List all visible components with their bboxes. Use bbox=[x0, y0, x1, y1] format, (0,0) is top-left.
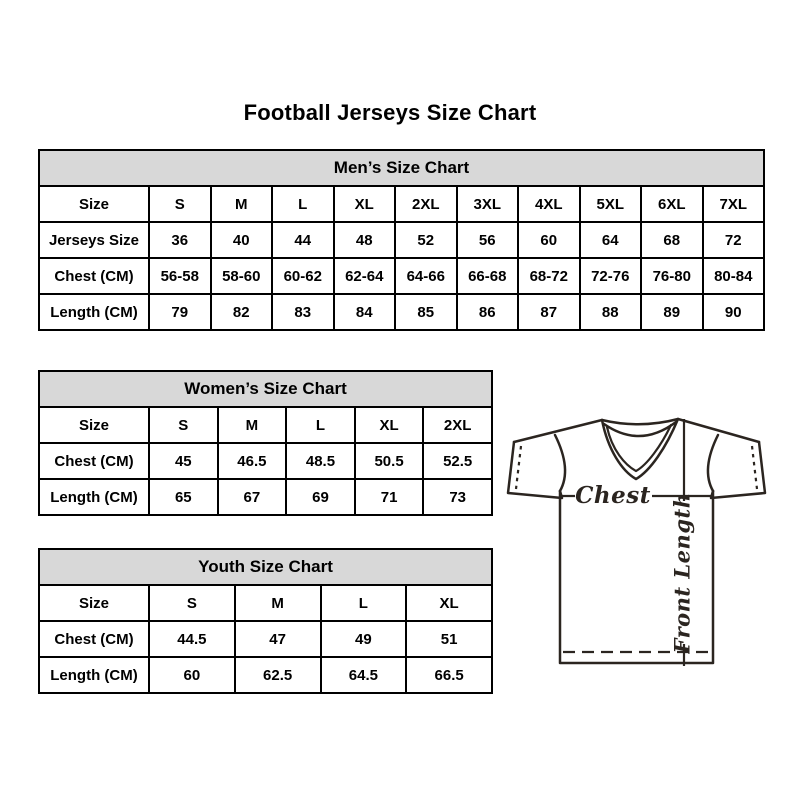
table-row bbox=[39, 258, 764, 294]
table-cell: 65 bbox=[149, 479, 218, 515]
table-cell: 68 bbox=[641, 222, 703, 258]
table-title: Youth Size Chart bbox=[39, 549, 492, 585]
table-cell: 83 bbox=[272, 294, 334, 330]
table-cell: 79 bbox=[149, 294, 211, 330]
row-label: Chest (CM) bbox=[39, 258, 149, 294]
table-cell: 82 bbox=[211, 294, 273, 330]
table-cell: 86 bbox=[457, 294, 519, 330]
table-cell: XL bbox=[355, 407, 424, 443]
table-cell: 60 bbox=[518, 222, 580, 258]
table-cell: M bbox=[235, 585, 321, 621]
table-row bbox=[39, 479, 492, 515]
table-row bbox=[39, 621, 492, 657]
table-cell: 64-66 bbox=[395, 258, 457, 294]
table-cell: 76-80 bbox=[641, 258, 703, 294]
table-cell: 47 bbox=[235, 621, 321, 657]
table-cell: 89 bbox=[641, 294, 703, 330]
table-row bbox=[39, 294, 764, 330]
jersey-left-armhole-seam bbox=[555, 435, 565, 491]
table-cell: S bbox=[149, 186, 211, 222]
table-cell: L bbox=[286, 407, 355, 443]
table-row bbox=[39, 585, 492, 621]
table-cell: L bbox=[272, 186, 334, 222]
table-title-row bbox=[39, 549, 492, 585]
table-cell: 71 bbox=[355, 479, 424, 515]
table-cell: 7XL bbox=[703, 186, 765, 222]
table-cell: 64.5 bbox=[321, 657, 407, 693]
row-label: Length (CM) bbox=[39, 657, 149, 693]
jersey-collar-back-top bbox=[602, 419, 678, 424]
table-cell: 62-64 bbox=[334, 258, 396, 294]
table-cell: 88 bbox=[580, 294, 642, 330]
table-cell: 56 bbox=[457, 222, 519, 258]
table-cell: 45 bbox=[149, 443, 218, 479]
table-cell: 67 bbox=[218, 479, 287, 515]
chest-label: Chest bbox=[575, 482, 651, 509]
table-cell: 44.5 bbox=[149, 621, 235, 657]
table-cell: 46.5 bbox=[218, 443, 287, 479]
table-cell: 69 bbox=[286, 479, 355, 515]
table-cell: 40 bbox=[211, 222, 273, 258]
table-cell: 44 bbox=[272, 222, 334, 258]
womens-size-table bbox=[38, 370, 493, 516]
table-row bbox=[39, 443, 492, 479]
row-label: Size bbox=[39, 186, 149, 222]
table-cell: 48 bbox=[334, 222, 396, 258]
table-cell: 87 bbox=[518, 294, 580, 330]
table-cell: 73 bbox=[423, 479, 492, 515]
table-cell: 49 bbox=[321, 621, 407, 657]
table-title-row bbox=[39, 150, 764, 186]
table-cell: 72 bbox=[703, 222, 765, 258]
table-cell: 85 bbox=[395, 294, 457, 330]
table-cell: 66-68 bbox=[457, 258, 519, 294]
table-cell: 2XL bbox=[395, 186, 457, 222]
table-cell: 4XL bbox=[518, 186, 580, 222]
table-cell: XL bbox=[334, 186, 396, 222]
table-cell: M bbox=[218, 407, 287, 443]
row-label: Jerseys Size bbox=[39, 222, 149, 258]
table-cell: 66.5 bbox=[406, 657, 492, 693]
mens-size-table bbox=[38, 149, 765, 331]
front-length-label: Front Length bbox=[669, 492, 695, 654]
jersey-right-armhole-seam bbox=[708, 435, 718, 491]
row-label: Chest (CM) bbox=[39, 443, 149, 479]
table-cell: 56-58 bbox=[149, 258, 211, 294]
jersey-measurement-diagram bbox=[505, 405, 775, 675]
table-cell: 90 bbox=[703, 294, 765, 330]
table-cell: 52.5 bbox=[423, 443, 492, 479]
table-row bbox=[39, 407, 492, 443]
row-label: Size bbox=[39, 407, 149, 443]
page-title: Football Jerseys Size Chart bbox=[243, 100, 537, 125]
table-cell: 5XL bbox=[580, 186, 642, 222]
table-cell: 51 bbox=[406, 621, 492, 657]
table-title-row bbox=[39, 371, 492, 407]
row-label: Size bbox=[39, 585, 149, 621]
table-row bbox=[39, 186, 764, 222]
table-cell: 60-62 bbox=[272, 258, 334, 294]
table-cell: L bbox=[321, 585, 407, 621]
table-cell: 80-84 bbox=[703, 258, 765, 294]
table-cell: 36 bbox=[149, 222, 211, 258]
table-cell: S bbox=[149, 585, 235, 621]
jersey-right-shoulder bbox=[678, 419, 759, 442]
table-cell: M bbox=[211, 186, 273, 222]
table-cell: 3XL bbox=[457, 186, 519, 222]
table-cell: 58-60 bbox=[211, 258, 273, 294]
table-cell: 84 bbox=[334, 294, 396, 330]
jersey-left-sleeve bbox=[508, 442, 562, 498]
table-cell: 72-76 bbox=[580, 258, 642, 294]
row-label: Length (CM) bbox=[39, 479, 149, 515]
table-cell: XL bbox=[406, 585, 492, 621]
row-label: Chest (CM) bbox=[39, 621, 149, 657]
table-cell: 60 bbox=[149, 657, 235, 693]
table-cell: 48.5 bbox=[286, 443, 355, 479]
table-cell: 6XL bbox=[641, 186, 703, 222]
table-cell: 50.5 bbox=[355, 443, 424, 479]
jersey-right-sleeve bbox=[711, 442, 765, 498]
row-label: Length (CM) bbox=[39, 294, 149, 330]
left-cuff-stitch-line bbox=[516, 446, 521, 489]
table-cell: 64 bbox=[580, 222, 642, 258]
table-row bbox=[39, 657, 492, 693]
youth-size-table bbox=[38, 548, 493, 694]
table-cell: S bbox=[149, 407, 218, 443]
table-cell: 62.5 bbox=[235, 657, 321, 693]
table-title: Women’s Size Chart bbox=[39, 371, 492, 407]
table-cell: 2XL bbox=[423, 407, 492, 443]
table-cell: 68-72 bbox=[518, 258, 580, 294]
right-cuff-stitch-line bbox=[752, 446, 757, 489]
table-row bbox=[39, 222, 764, 258]
table-cell: 52 bbox=[395, 222, 457, 258]
table-title: Men’s Size Chart bbox=[39, 150, 764, 186]
